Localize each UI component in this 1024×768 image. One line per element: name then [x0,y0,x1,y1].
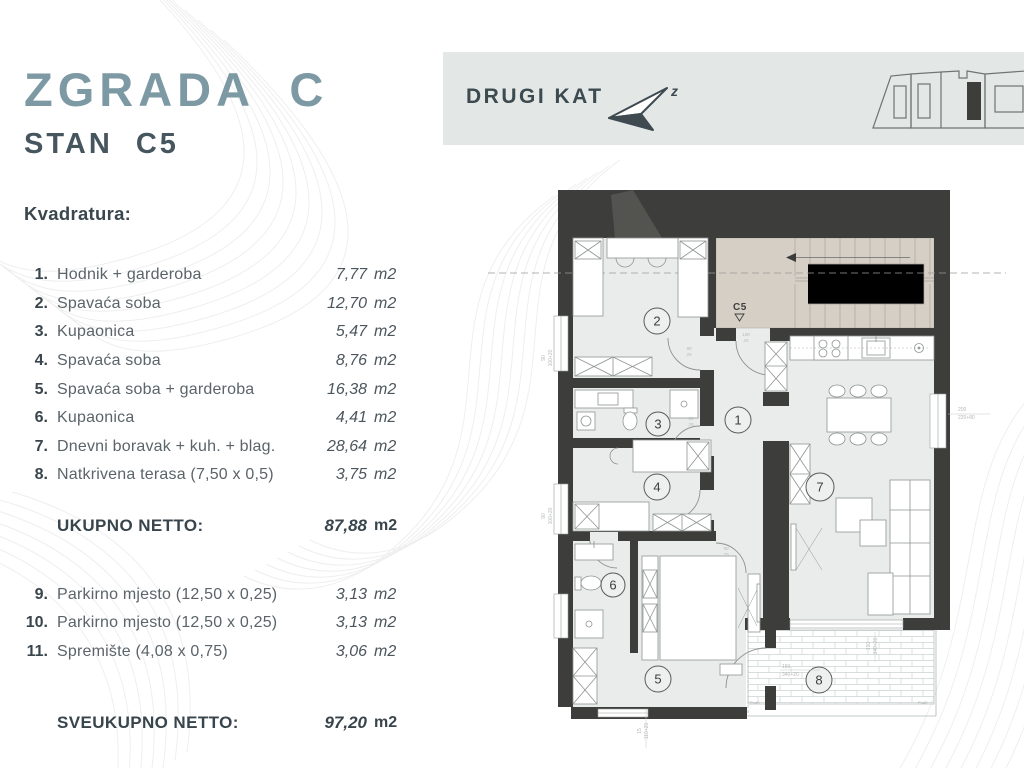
room-label-3: 3 [654,416,662,432]
row-unit: m2 [374,266,397,284]
toilet [623,412,637,430]
area-row [24,609,402,638]
row-number: 4. [34,352,48,370]
row-label: Spavaća soba [57,352,161,370]
kitchen [790,336,934,360]
row-value: 8,76 [335,352,367,370]
double-bed [660,556,736,660]
row-label: Dnevni boravak + kuh. + blag. [57,437,276,455]
row-unit: m2 [374,585,397,603]
svg-text:z: z [671,83,678,99]
hall-cabinet [765,342,787,391]
row-value: 5,47 [335,323,367,341]
row-value: 3,13 [335,585,367,603]
svg-text:220+80: 220+80 [958,415,975,421]
area-row [24,580,402,609]
desk [607,238,678,258]
svg-text:25: 25 [686,352,692,357]
toilet [581,576,601,590]
svg-text:80: 80 [688,416,694,421]
building-locator-icon [871,66,1024,136]
north-arrow-icon [601,78,693,136]
svg-text:200: 200 [958,407,967,413]
terrace [748,630,936,716]
shower [575,610,603,638]
row-unit: m2 [374,614,397,632]
row-value: 4,41 [335,409,367,427]
area-row [24,261,402,290]
row-value: 7,77 [335,266,367,284]
room-label-7: 7 [816,479,824,495]
total-value: 97,20 [324,713,367,733]
row-unit: m2 [374,642,397,660]
row-label: Kupaonica [57,409,135,427]
svg-text:P=40: P=40 [750,700,760,705]
area-row [24,375,402,404]
room-label-5: 5 [654,671,662,687]
svg-text:100: 100 [742,332,750,337]
dining-table [827,398,891,432]
row-value: 12,70 [326,294,367,312]
svg-text:100+20: 100+20 [548,349,554,367]
row-unit: m2 [374,380,397,398]
row-number: 7. [34,437,48,455]
row-value: 3,06 [335,642,367,660]
row-number: 1. [34,266,48,284]
svg-text:150: 150 [866,641,872,651]
row-label: Parkirno mjesto (12,50 x 0,25) [57,614,278,632]
areas-rows [24,261,402,490]
svg-text:340+20: 340+20 [873,637,879,655]
svg-text:25: 25 [723,552,729,557]
row-unit: m2 [374,409,397,427]
areas-section-title: Kvadratura: [24,203,132,224]
total-unit: m2 [374,714,398,732]
svg-text:90: 90 [723,546,729,551]
floor-banner [443,52,1024,145]
svg-text:90: 90 [541,355,547,361]
area-row [24,638,402,667]
total-label: SVEUKUPNO NETTO: [57,713,239,733]
areas-table [24,203,402,738]
svg-text:100+20: 100+20 [548,507,554,525]
row-value: 28,64 [326,437,367,455]
row-number: 8. [34,466,48,484]
svg-text:90: 90 [686,346,692,351]
svg-text:P=40: P=40 [918,700,928,705]
room-label-4: 4 [653,479,661,495]
row-label: Spavaća soba [57,294,161,312]
row-unit: m2 [374,323,397,341]
room-label-8: 8 [815,672,823,688]
row-number: 11. [26,642,48,660]
shower [670,390,698,418]
floor-plan [478,186,1018,761]
svg-text:340+20: 340+20 [782,672,799,678]
subtotal-label: UKUPNO NETTO: [57,516,204,536]
area-row [24,290,402,319]
row-number: 6. [34,409,48,427]
svg-text:15: 15 [637,728,643,734]
svg-text:90: 90 [541,513,547,519]
room-label-2: 2 [653,313,661,329]
closet [575,357,652,376]
area-row [24,347,402,376]
row-label: Spremište (4,08 x 0,75) [57,642,228,660]
room-label-6: 6 [609,577,617,593]
row-unit: m2 [374,437,397,455]
entrance-label: C5 [733,302,747,313]
ottoman [868,573,893,615]
toilet-tank [575,577,581,590]
row-number: 3. [34,323,48,341]
row-label: Spavaća soba + garderoba [57,380,255,398]
unit-title: STAN C5 [24,128,179,160]
extras-rows [24,580,402,666]
row-unit: m2 [374,352,397,370]
subtotal-value: 87,88 [324,516,367,536]
row-label: Hodnik + garderoba [57,266,202,284]
area-row [24,404,402,433]
building-title: ZGRADA C [24,63,329,116]
svg-text:150: 150 [782,664,791,670]
row-label: Parkirno mjesto (12,50 x 0,25) [57,585,278,603]
tv [757,584,760,622]
row-unit: m2 [374,294,397,312]
tv [791,524,796,570]
row-label: Kupaonica [57,323,135,341]
svg-text:25: 25 [743,338,749,343]
room-label-1: 1 [734,412,742,428]
coffee-table [860,520,886,546]
washing-machine [577,412,595,430]
stairwell [716,226,934,328]
row-number: 5. [34,380,48,398]
row-unit: m2 [374,466,397,484]
area-row [24,433,402,462]
row-value: 3,13 [335,614,367,632]
row-number: 2. [34,294,48,312]
svg-text:25: 25 [688,422,694,427]
row-label: Natkrivena terasa (7,50 x 0,5) [57,466,274,484]
area-row [24,461,402,490]
corner-closet [573,648,597,704]
floor-label: DRUGI KAT [466,85,604,108]
bench [720,664,742,675]
row-number: 10. [25,614,48,632]
row-value: 16,38 [326,380,367,398]
area-row [24,318,402,347]
total-row [24,709,402,738]
subtotal-unit: m2 [374,517,398,535]
svg-text:110+20: 110+20 [644,722,650,740]
row-number: 9. [34,585,48,603]
row-value: 3,75 [335,466,367,484]
subtotal-row [24,512,402,541]
